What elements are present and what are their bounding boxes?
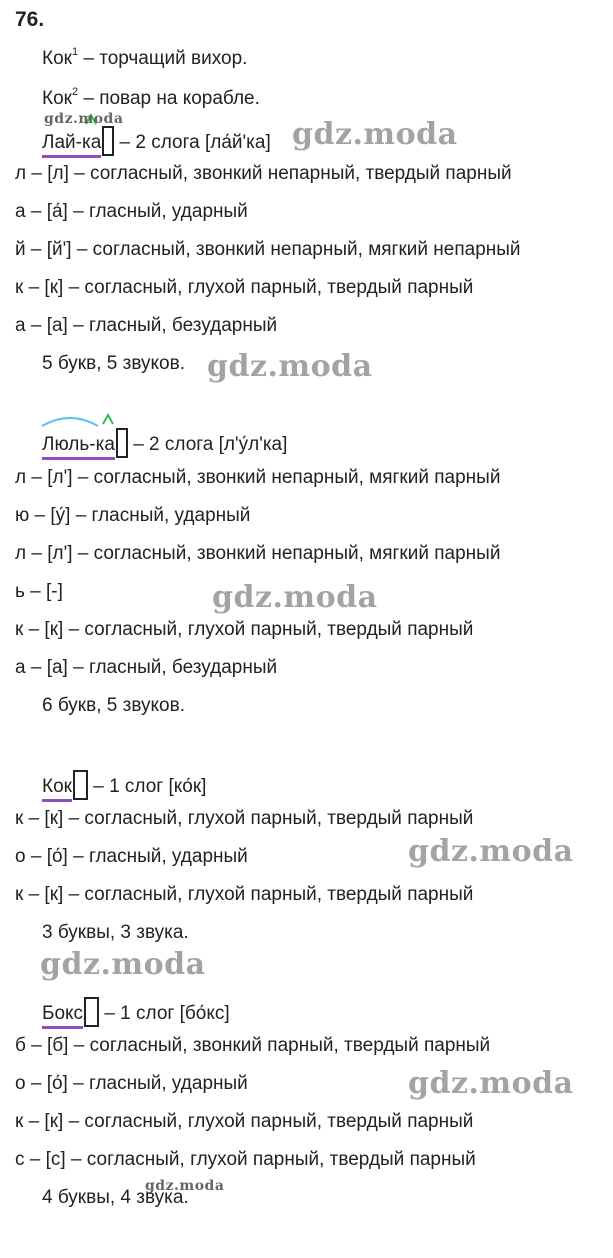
word-header-rest: – 1 слог [бо́кс] <box>99 1003 230 1024</box>
analysis-line: й – [й'] – согласный, звонкий непарный, мягкий непарный <box>15 239 521 260</box>
watermark: gdz.moda <box>145 1178 225 1194</box>
analysis-line: к – [к] – согласный, глухой парный, твердый парный <box>15 808 474 829</box>
definition-sup: 2 <box>71 85 79 98</box>
analysis-line: л – [л'] – согласный, звонкий непарный, мягкий парный <box>15 543 501 564</box>
analysis-line: а – [а́] – гласный, ударный <box>15 201 248 222</box>
word-text: Кок <box>42 776 72 797</box>
summary-line: 5 букв, 5 звуков. <box>42 353 185 374</box>
word-text: Лай-ка <box>42 132 102 153</box>
analysis-line: б – [б] – согласный, звонкий парный, твердый парный <box>15 1035 491 1056</box>
definition-text: – торчащий вихор. <box>78 48 248 69</box>
ending-box <box>84 997 99 1027</box>
analysis-line: с – [с] – согласный, глухой парный, твердый парный <box>15 1149 476 1170</box>
summary-line: 4 буквы, 4 звука. <box>42 1187 189 1208</box>
summary-line: 3 буквы, 3 звука. <box>42 922 189 943</box>
syllabified-word <box>42 776 72 798</box>
word-header <box>42 428 287 458</box>
syllabified-word <box>42 132 101 154</box>
root-arc-icon <box>40 414 100 428</box>
syllabified-word <box>42 434 115 456</box>
watermark: gdz.moda <box>207 349 373 384</box>
analysis-line: ь – [-] <box>15 581 63 602</box>
watermark: gdz.moda <box>212 580 378 615</box>
word-text: Бокс <box>42 1003 84 1024</box>
analysis-line: о – [о́] – гласный, ударный <box>15 846 248 867</box>
ending-box <box>102 126 114 156</box>
syllabified-word <box>42 1003 83 1025</box>
stress-mark-icon <box>101 412 115 426</box>
word-header-rest: – 2 слога [ла́й'ка] <box>114 132 271 153</box>
analysis-line: л – [л'] – согласный, звонкий непарный, мягкий парный <box>15 467 501 488</box>
ending-box <box>73 770 88 800</box>
base-underline <box>42 155 101 158</box>
analysis-line: а – [а] – гласный, безударный <box>15 657 278 678</box>
ending-box <box>116 428 128 458</box>
base-underline <box>42 799 72 802</box>
base-underline <box>42 1026 83 1029</box>
definition-text: – повар на корабле. <box>78 88 260 109</box>
word-text: Люль-ка <box>42 434 115 455</box>
watermark: gdz.moda <box>408 834 574 869</box>
definition-sup: 1 <box>71 45 79 58</box>
base-underline <box>42 457 115 460</box>
analysis-line: к – [к] – согласный, глухой парный, твердый парный <box>15 884 474 905</box>
analysis-line: о – [о́] – гласный, ударный <box>15 1073 248 1094</box>
analysis-line: к – [к] – согласный, глухой парный, твердый парный <box>15 1111 474 1132</box>
word-header-rest: – 2 слога [л'у́л'ка] <box>127 434 288 455</box>
watermark: gdz.moda <box>40 947 206 982</box>
definition-word: Кок <box>42 48 72 69</box>
definition-word: Кок <box>42 88 72 109</box>
analysis-line: а – [а] – гласный, безударный <box>15 315 278 336</box>
watermark: gdz.moda <box>292 117 458 152</box>
summary-line: 6 букв, 5 звуков. <box>42 695 185 716</box>
word-header <box>42 770 206 800</box>
definition-line <box>42 45 248 70</box>
definition-line <box>42 85 260 110</box>
analysis-line: к – [к] – согласный, глухой парный, твердый парный <box>15 277 474 298</box>
analysis-line: ю – [у́] – гласный, ударный <box>15 505 251 526</box>
analysis-line: л – [л] – согласный, звонкий непарный, твердый парный <box>15 163 512 184</box>
analysis-line: к – [к] – согласный, глухой парный, твердый парный <box>15 619 474 640</box>
word-header <box>42 997 230 1027</box>
watermark: gdz.moda <box>44 111 124 127</box>
word-header <box>42 126 271 156</box>
watermark: gdz.moda <box>408 1066 574 1101</box>
word-header-rest: – 1 слог [ко́к] <box>87 776 207 797</box>
exercise-number: 76. <box>15 8 45 31</box>
